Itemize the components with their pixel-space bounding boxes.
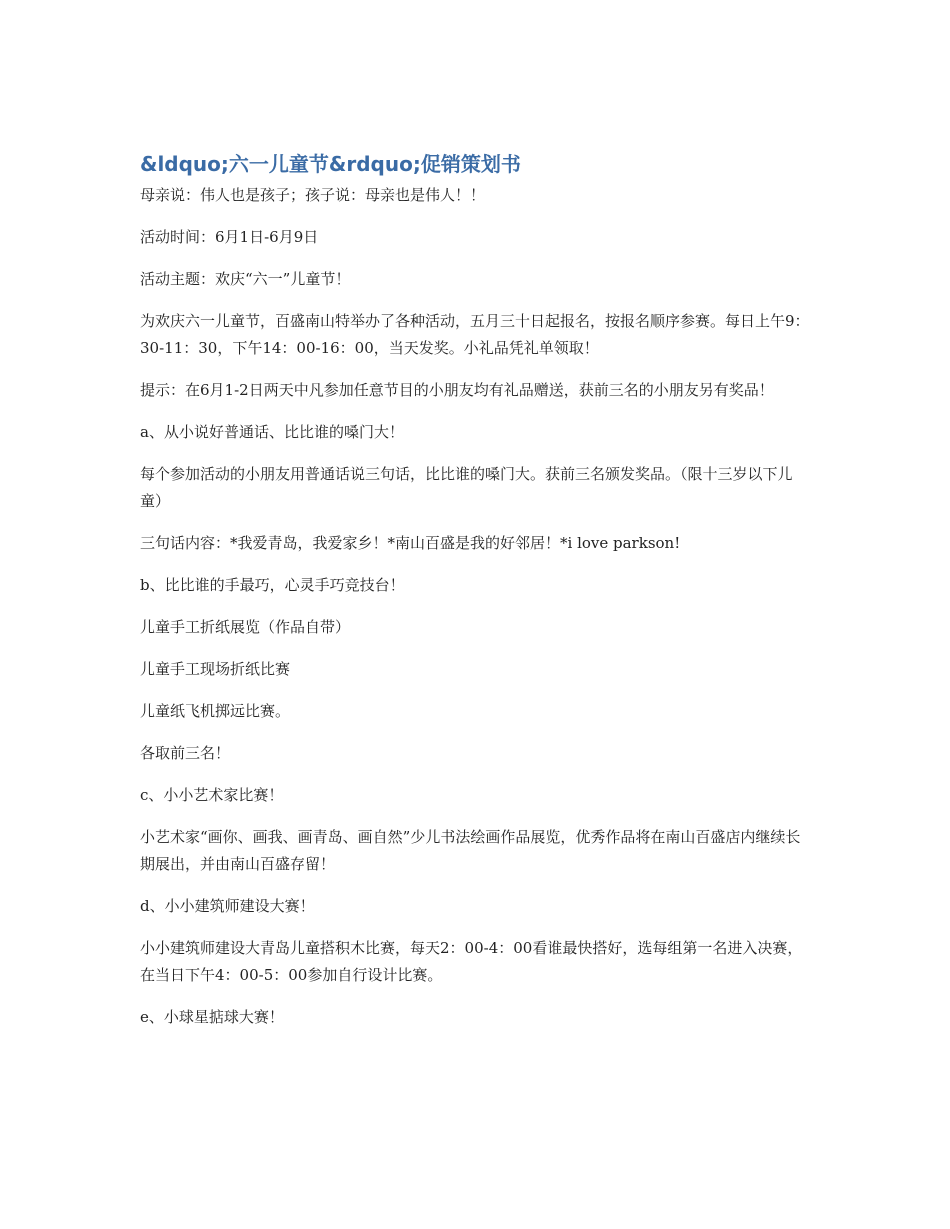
paragraph-c-details: 小艺术家“画你、画我、画青岛、画自然”少儿书法绘画作品展览，优秀作品将在南山百盛店内继续长期展出，并由南山百盛存留！ xyxy=(140,828,801,873)
paragraph-intro: 为欢庆六一儿童节，百盛南山特举办了各种活动，五月三十日起报名，按报名顺序参赛。每日上午9：30-11：30，下午14：00-16：00，当天发奖。小礼品凭礼单领取！ xyxy=(140,312,810,357)
paragraph-d-details: 小小建筑师建设大青岛儿童搭积木比赛，每天2：00-4：00看谁最快搭好，选每组第一名进入决赛，在当日下午4：00-5：00参加自行设计比赛。 xyxy=(140,939,803,984)
paragraph-a-content: 三句话内容：*我爱青岛，我爱家乡！*南山百盛是我的好邻居！*i love parkson! xyxy=(140,534,681,552)
section-heading-a: a、从小说好普通话、比比谁的嗓门大！ xyxy=(140,423,404,441)
paragraph-b-item-2: 儿童手工现场折纸比赛 xyxy=(140,660,291,678)
section-heading-b: b、比比谁的手最巧，心灵手巧竞技台！ xyxy=(140,576,405,594)
document-content xyxy=(140,150,810,1046)
paragraph-b-prize: 各取前三名！ xyxy=(140,744,231,762)
paragraph-tip: 提示：在6月1-2日两天中凡参加任意节目的小朋友均有礼品赠送，获前三名的小朋友另有奖品！ xyxy=(140,381,774,399)
paragraph-b-item-3: 儿童纸飞机掷远比赛。 xyxy=(140,702,291,720)
paragraph-a-rules: 每个参加活动的小朋友用普通话说三句话，比比谁的嗓门大。获前三名颁发奖品。（限十三岁以下儿童） xyxy=(140,465,793,510)
paragraph-activity-time: 活动时间：6月1日-6月9日 xyxy=(140,228,319,246)
section-heading-e: e、小球星掂球大赛！ xyxy=(140,1008,284,1026)
paragraph-activity-theme: 活动主题：欢庆“六一”儿童节！ xyxy=(140,270,351,288)
document-title: &ldquo;六一儿童节&rdquo;促销策划书 xyxy=(140,152,521,176)
paragraph-slogan: 母亲说：伟人也是孩子；孩子说：母亲也是伟人！！ xyxy=(140,186,486,204)
section-heading-d: d、小小建筑师建设大赛！ xyxy=(140,897,315,915)
section-heading-c: c、小小艺术家比赛！ xyxy=(140,786,284,804)
paragraph-b-item-1: 儿童手工折纸展览（作品自带） xyxy=(140,618,351,636)
